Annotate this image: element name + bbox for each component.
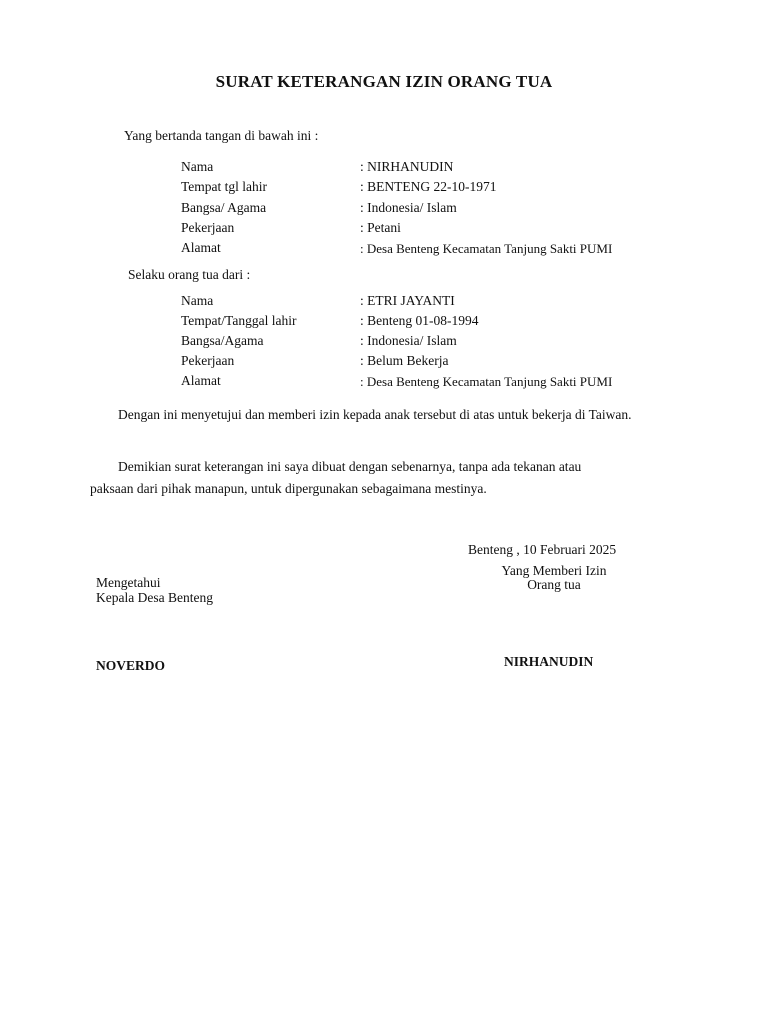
giver-line1: Yang Memberi Izin [501,563,607,578]
parent-job-label: Pekerjaan [181,220,235,235]
child-address-value: : Desa Benteng Kecamatan Tanjung Sakti PUMI [360,374,613,389]
parent-nationality-value: : Indonesia/ Islam [360,200,457,215]
child-address-label: Alamat [181,373,221,388]
child-nationality-label: Bangsa/Agama [181,333,264,348]
approval-paragraph-text: Dengan ini menyetujui dan memberi izin kepada anak tersebut di atas untuk bekerja di Taiwan. [118,407,632,422]
parent-nationality-label: Bangsa/ Agama [181,200,267,215]
intro-text: Yang bertanda tangan di bawah ini : [124,128,319,143]
child-name-value: : ETRI JAYANTI [360,293,455,308]
parent-name-label: Nama [181,159,214,174]
giver-name: NIRHANUDIN [504,654,594,669]
giver-block [474,564,634,592]
parent-name-value: : NIRHANUDIN [360,159,454,174]
witness-line1: Mengetahui [96,575,161,590]
place-date: Benteng , 10 Februari 2025 [468,542,617,557]
witness-line2: Kepala Desa Benteng [96,590,213,605]
closing-paragraph-line1: Demikian surat keterangan ini saya dibuat dengan sebenarnya, tanpa ada tekanan atau [118,459,582,474]
document-title: SURAT KETERANGAN IZIN ORANG TUA [215,72,553,91]
witness-name: NOVERDO [96,658,166,673]
child-nationality-value: : Indonesia/ Islam [360,333,457,348]
parent-job-value: : Petani [360,220,401,235]
child-name-label: Nama [181,293,214,308]
child-birth-value: : Benteng 01-08-1994 [360,313,479,328]
approval-paragraph [90,404,677,426]
child-intro-text: Selaku orang tua dari : [128,267,251,282]
child-birth-label: Tempat/Tanggal lahir [181,313,297,328]
witness-block [96,575,213,605]
closing-paragraph-line2: paksaan dari pihak manapun, untuk dipergunakan sebagaimana mestinya. [90,481,487,496]
child-job-label: Pekerjaan [181,353,235,368]
parent-address-label: Alamat [181,240,221,255]
child-job-value: : Belum Bekerja [360,353,449,368]
parent-birth-label: Tempat tgl lahir [181,179,268,194]
parent-address-value: : Desa Benteng Kecamatan Tanjung Sakti PUMI [360,241,613,256]
giver-line2: Orang tua [527,577,581,592]
closing-paragraph [90,456,677,500]
parent-birth-value: : BENTENG 22-10-1971 [360,179,497,194]
